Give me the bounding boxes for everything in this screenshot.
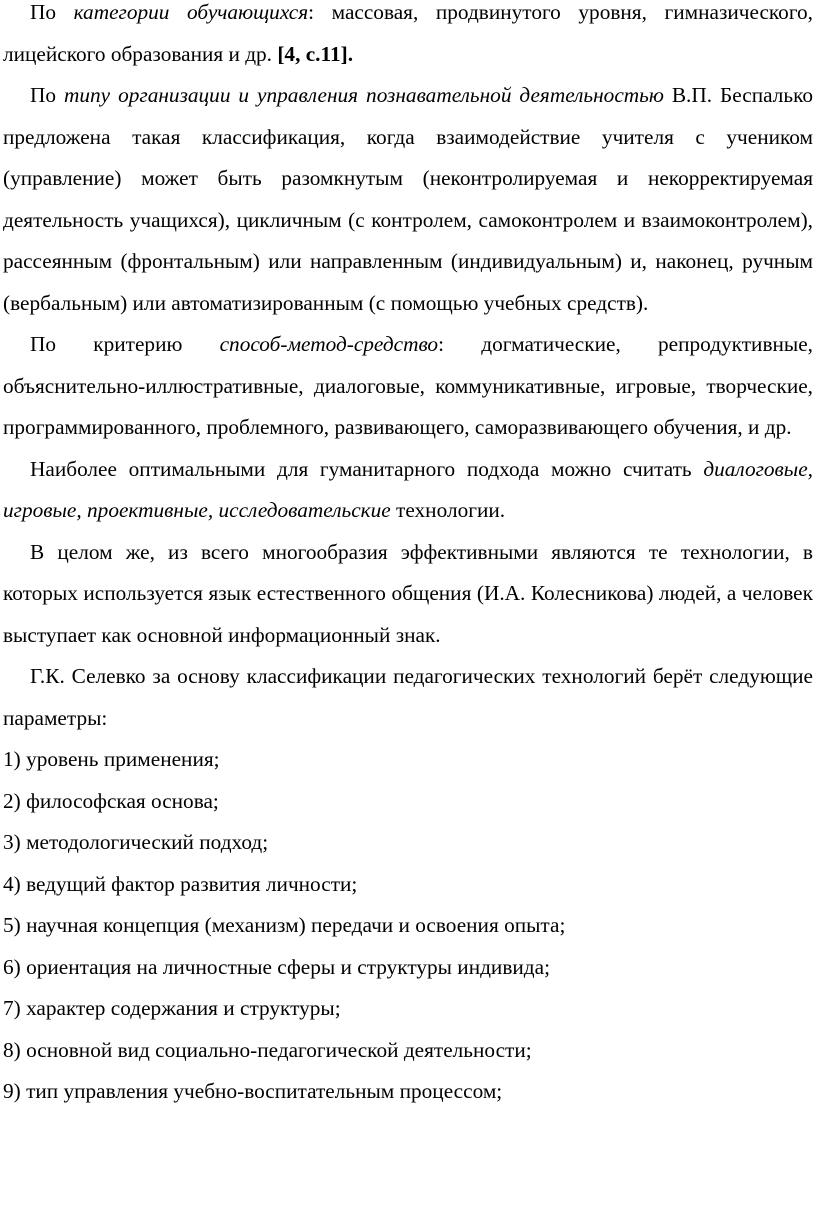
paragraph-organization-type xyxy=(3,75,813,324)
paragraph-prefix: Наиболее оптимальными для гуманитарного подхода можно считать xyxy=(30,456,704,481)
paragraph-selevko-intro: Г.К. Селевко за основу классификации педагогических технологий берёт следующие параметры: xyxy=(3,664,813,730)
paragraph-prefix: По xyxy=(30,0,74,24)
list-item: 1) уровень применения; xyxy=(3,747,220,771)
list-item: 7) характер содержания и структуры; xyxy=(3,996,341,1020)
paragraph-body: В.П. Беспалько предложена такая классификация, когда взаимодействие учителя с учеником (управление) может быть разомкнутым (неконтролируемая и некорректируемая деятельность учащихся), цикличным (с контролем, самоконтролем и взаимоконтролем), рассеянным (фронтальным) или направленным (индивидуальным) и, наконец, ручным (вербальным) или автоматизированным (с помощью учебных средств). xyxy=(3,83,813,315)
list-item: 8) основной вид социально-педагогической деятельности; xyxy=(3,1037,532,1062)
paragraph-prefix: По xyxy=(30,83,64,107)
list-item: 6) ориентация на личностные сферы и структуры индивида; xyxy=(3,954,550,979)
paragraph-italic-term: способ-метод-средство xyxy=(219,332,439,356)
paragraph-learner-category xyxy=(3,0,813,75)
paragraph-italic-term: типу организации и управления познавательной деятельностью xyxy=(64,83,664,107)
paragraph-body: технологии. xyxy=(390,498,506,522)
paragraph-method-criterion xyxy=(3,324,813,449)
citation-reference: [4, с.11]. xyxy=(277,41,354,66)
paragraph-effective-technologies: В целом же, из всего многообразия эффективными являются те технологии, в которых используется язык естественного общения (И.А. Колесникова) людей, а человек выступает как основной информационный знак. xyxy=(3,539,813,647)
paragraph-optimal-technologies xyxy=(3,449,813,532)
paragraph-body: : массовая, продвинутого уровня, гимназического, лицейского образования и др. xyxy=(3,0,814,66)
list-item: 2) философская основа; xyxy=(3,788,219,813)
paragraph-italic-term: диалоговые, игровые, проективные, исследовательские xyxy=(3,456,813,522)
paragraph-body: : догматические, репродуктивные, объяснительно-иллюстративные, диалоговые, коммуникативные, игровые, творческие, программированного, проблемного, развивающего, саморазвивающего обучения, и др. xyxy=(3,332,813,439)
list-item: 5) научная концепция (механизм) передачи и освоения опыта; xyxy=(3,913,566,937)
paragraph-italic-term: категории обучающихся xyxy=(73,0,309,24)
parameter-list xyxy=(3,739,813,1113)
list-item: 9) тип управления учебно-воспитательным процессом; xyxy=(3,1079,503,1103)
paragraph-prefix: По критерию xyxy=(30,332,220,356)
list-item: 4) ведущий фактор развития личности; xyxy=(3,871,358,896)
list-item: 3) методологический подход; xyxy=(3,830,269,854)
